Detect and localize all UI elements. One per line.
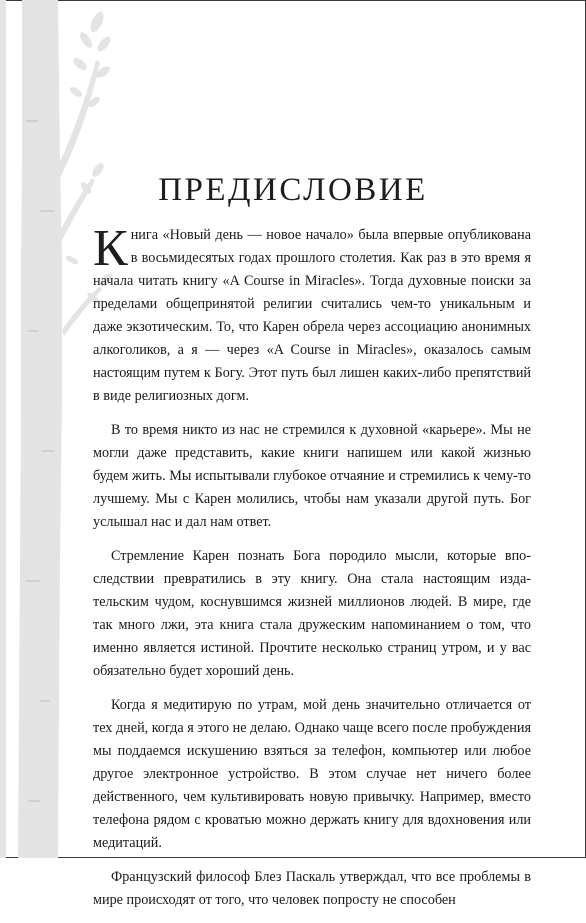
paragraph-text: нига «Новый день — новое начало» была впервые опубликована в восьмидесятых годах прошлого столетия. Как раз в это время я начала читать книгу «A Course in Miracles». Тогда духовные поиски за пределами общепринятой религии считались чем-то уникальным и даже экзотическим. То, что Карен обрела через ассоциацию анонимных алкоголиков, а я — через «A Course in Miracles», оказалось самым настоящим путем к Богу. Этот путь был лишен каких-либо препятствий в виде религиозных догм.	[93, 227, 531, 404]
paragraph: Когда я медитирую по утрам, мой день значительно отличается от тех дней, когда я этого не делаю. Однако чаще всего после пробуждения мы поддаемся искушению взяться за телефон, компьютер или любое другое электронное устройство. В этом случае нет ничего более действенного, чем культивировать новую привычку. Например, вместо телефона рядом с кроватью можно держать книгу для вдохновения или медитаций.	[93, 697, 531, 851]
paragraph	[93, 220, 531, 408]
paragraph: Стремление Карен познать Бога породило мысли, которые впоследствии превратились в эту книгу. Она стала настоящим издательским чудом, коснувшимся жизней миллионов людей. В мире, где так много лжи, эта книга стала дружеским напоминанием о том, что именно является истиной. Прочтите несколько страниц утром, и у вас обязательно будет хороший день.	[93, 548, 531, 679]
paragraph: В то время никто из нас не стремился к духовной «карьере». Мы не могли даже представить, какие книги напишем или какой жизнью будем жить. Мы испытывали глубокое отчаяние и стремились к чему-то лучшему. Мы с Карен молились, чтобы нам указали другой путь. Бог услышал нас и дал нам ответ.	[93, 422, 531, 530]
paragraph: Французский философ Блез Паскаль утверждал, что все проблемы в мире происходят от того, что человек попросту не способен	[93, 869, 531, 908]
drop-cap: К	[93, 220, 128, 277]
body-text	[93, 220, 531, 923]
chapter-title: ПРЕДИСЛОВИЕ	[158, 172, 428, 208]
